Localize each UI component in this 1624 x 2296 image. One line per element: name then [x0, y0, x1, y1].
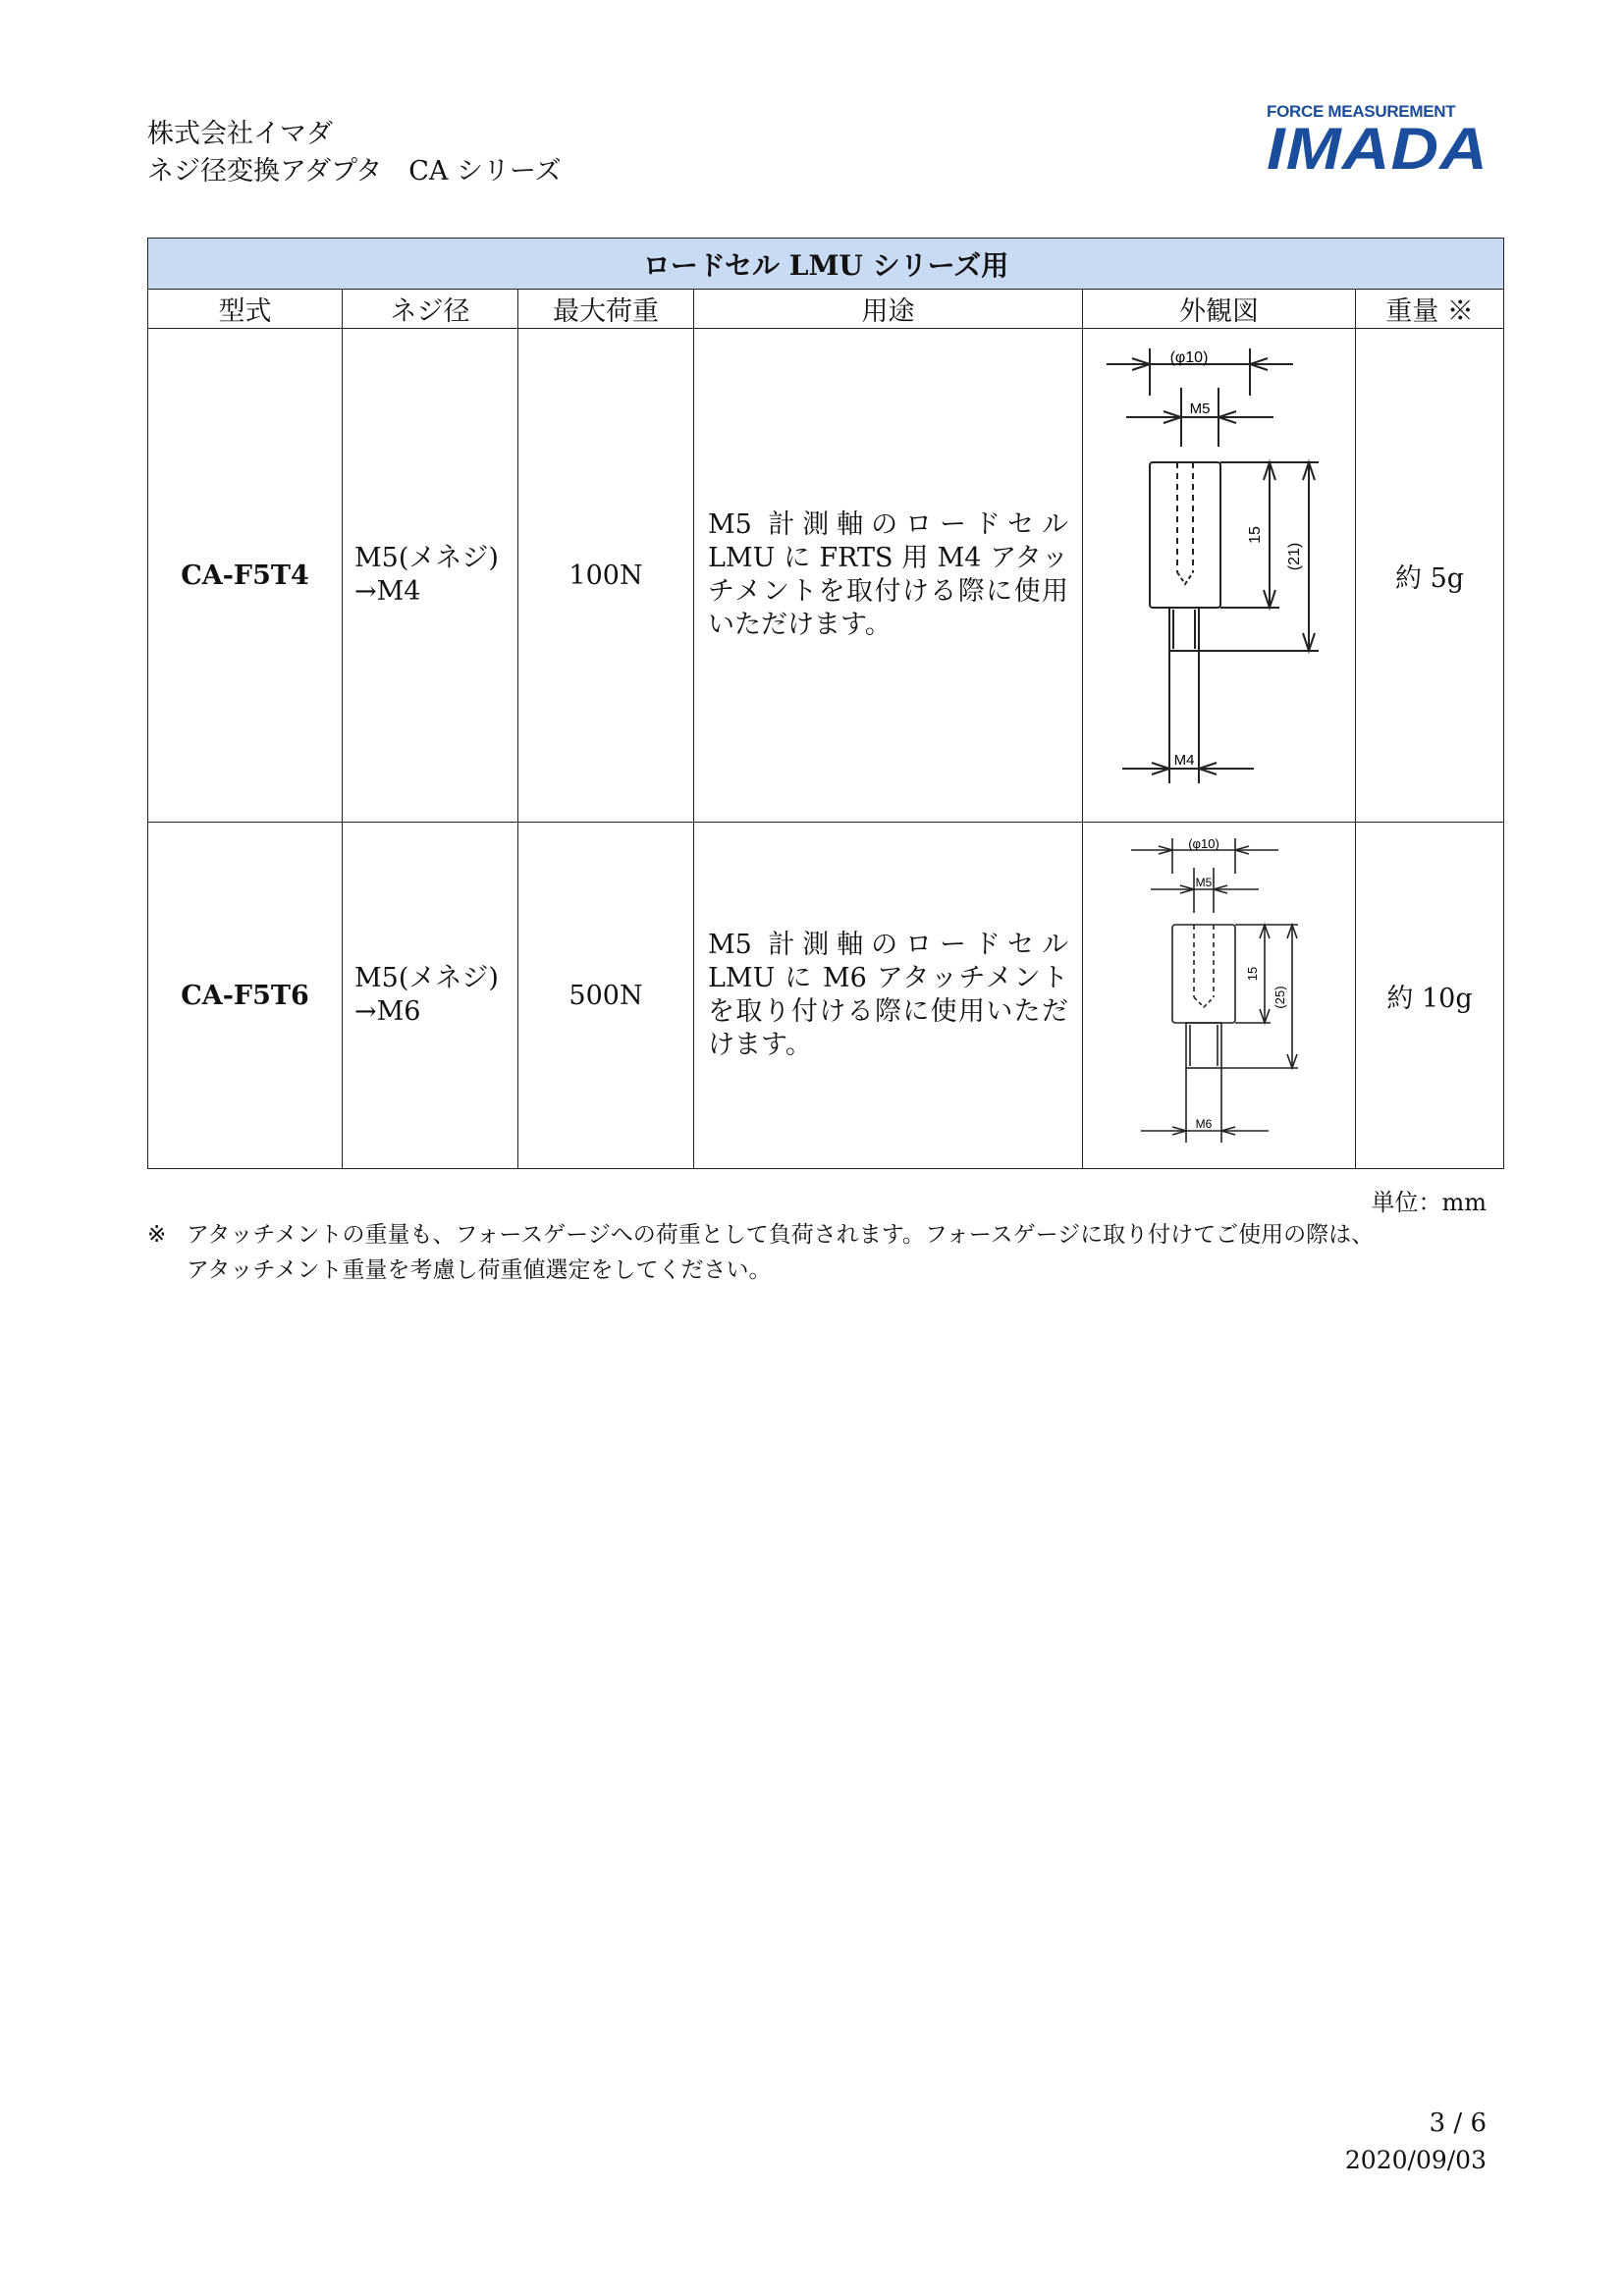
company-name: 株式会社イマダ: [147, 119, 333, 149]
top-thread-label: M5: [1195, 875, 1212, 889]
thread-from: M5(メネジ): [354, 963, 499, 993]
model-cell: CA-F5T6: [148, 823, 343, 1169]
body-length-label: 15: [1244, 966, 1260, 981]
thread-to: →M6: [354, 996, 421, 1027]
document-header: [147, 116, 562, 190]
thread-cell: [343, 823, 518, 1169]
total-length-label: (25): [1272, 985, 1287, 1009]
bottom-thread-label: M6: [1195, 1116, 1212, 1131]
page-number: 3 / 6: [1429, 2109, 1487, 2138]
col-header-model: 型式: [148, 290, 343, 329]
usage-cell: M5 計測軸のロードセル LMU に FRTS 用 M4 アタッチメントを取付ける際に使用いただけます。: [694, 329, 1083, 823]
footnote-line-1: アタッチメントの重量も、フォースゲージへの荷重として負荷されます。フォースゲージに取り付けてご使用の際は、: [187, 1222, 1375, 1248]
total-length-label: (21): [1285, 542, 1303, 570]
thread-cell: [343, 329, 518, 823]
weight-cell: 約 10g: [1356, 823, 1504, 1169]
diameter-label: (φ10): [1187, 835, 1219, 851]
drawing-cell: [1083, 329, 1356, 823]
model-cell: CA-F5T4: [148, 329, 343, 823]
imada-logo: [1267, 102, 1489, 182]
max-load-cell: 100N: [518, 329, 694, 823]
max-load-cell: 500N: [518, 823, 694, 1169]
diameter-label: (φ10): [1169, 348, 1208, 366]
document-date: 2020/09/03: [1344, 2146, 1487, 2174]
table-title: ロードセル LMU シリーズ用: [148, 239, 1504, 290]
thread-to: →M4: [354, 576, 421, 607]
thread-from: M5(メネジ): [354, 543, 499, 573]
body-length-label: 15: [1246, 525, 1264, 544]
bottom-thread-label: M4: [1173, 751, 1194, 769]
adapter-spec-table: [147, 238, 1504, 1169]
logo-tagline: FORCE MEASUREMENT: [1267, 102, 1456, 121]
drawing-cell: [1083, 823, 1356, 1169]
footnote-line-2: アタッチメント重量を考慮し荷重値選定をしてください。: [187, 1257, 772, 1283]
unit-note: 単位：mm: [1371, 1189, 1487, 1216]
logo-wordmark: IMADA: [1267, 116, 1489, 182]
top-thread-label: M5: [1189, 400, 1210, 417]
col-header-thread: ネジ径: [343, 290, 518, 329]
table-row: [148, 329, 1504, 823]
footnote: [147, 1217, 1512, 1288]
adapter-drawing-f5t6: [1111, 830, 1327, 1154]
table-row: [148, 823, 1504, 1169]
col-header-usage: 用途: [694, 290, 1083, 329]
col-header-weight: 重量 ※: [1356, 290, 1504, 329]
weight-cell: 約 5g: [1356, 329, 1504, 823]
adapter-drawing-f5t4: [1087, 337, 1352, 808]
col-header-drawing: 外観図: [1083, 290, 1356, 329]
usage-cell: M5 計測軸のロードセル LMU に M6 アタッチメントを取り付ける際に使用いただけます。: [694, 823, 1083, 1169]
col-header-max-load: 最大荷重: [518, 290, 694, 329]
document-title: ネジ径変換アダプタ CA シリーズ: [147, 156, 562, 187]
footnote-mark: ※: [147, 1222, 167, 1248]
